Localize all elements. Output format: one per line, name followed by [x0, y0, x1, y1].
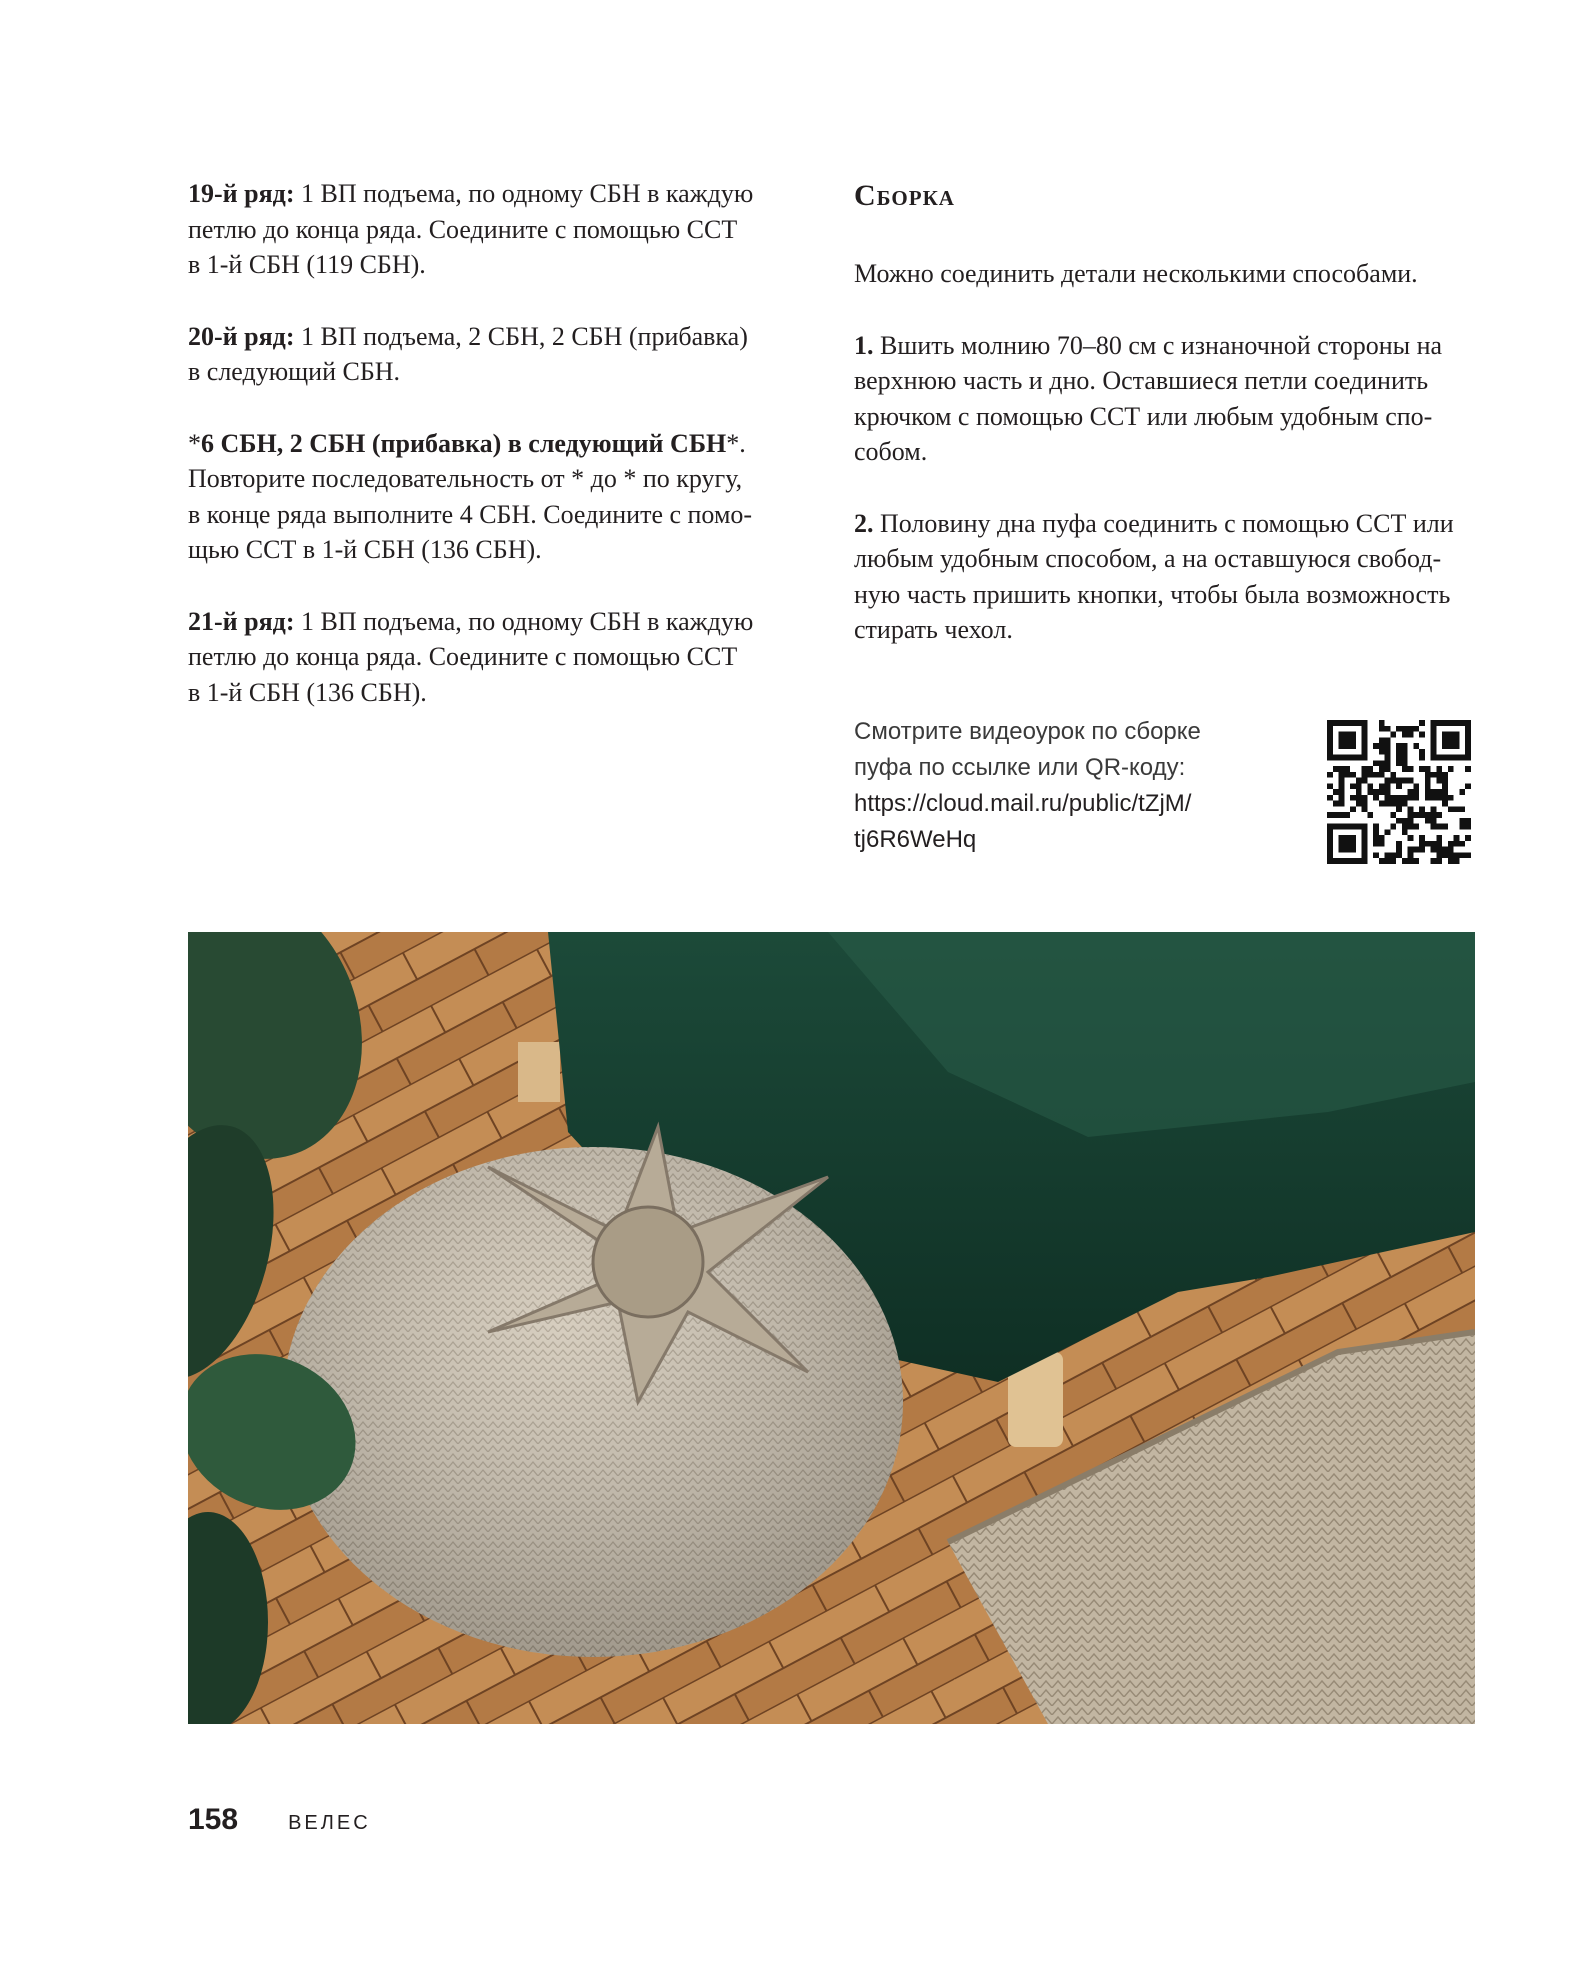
method-2-paragraph [854, 506, 1474, 648]
qr-code[interactable] [1327, 720, 1471, 864]
method-2-line-2: любым удобным способом, а на оставшуюся свобод- [854, 544, 1442, 573]
row-19-line-1: 1 ВП подъема, по одному СБН в каждую [294, 179, 754, 208]
method-1-line-3: крючком с помощью ССТ или любым удобным спо- [854, 401, 1433, 431]
section-heading: Сборка [854, 179, 955, 212]
method-2-line-1: Половину дна пуфа соединить с помощью ССТ или [873, 508, 1454, 538]
video-note-line-2: пуфа по ссылке или QR-коду: [854, 754, 1186, 781]
row-19-label: 19-й ряд: [188, 179, 295, 208]
left-column [188, 176, 808, 746]
row-20-line-2: в следующий СБН. [188, 357, 401, 386]
publisher-name: ВЕЛЕС [288, 1812, 371, 1834]
row-20-paragraph [188, 319, 808, 390]
method-2-line-3: ную часть пришить кнопки, чтобы была возможность [854, 579, 1451, 609]
method-1-paragraph [854, 328, 1474, 470]
row-21-line-3: в 1-й СБН (136 СБН). [188, 677, 427, 707]
pouf-photo [188, 932, 1475, 1724]
repeat-line-2: в конце ряда выполните 4 СБН. Соедините с помо- [188, 499, 753, 529]
row-21-line-1: 1 ВП подъема, по одному СБН в каждую [294, 606, 754, 636]
intro-line: Можно соединить детали несколькими способами. [854, 259, 1418, 288]
method-1-number: 1. [854, 330, 874, 360]
method-2-line-4: стирать чехол. [854, 615, 1013, 644]
repeat-star-open: * [188, 428, 201, 458]
page-number: 158 [188, 1803, 239, 1836]
row-19-line-2: петлю до конца ряда. Соедините с помощью ССТ [188, 214, 738, 244]
video-url-line-1[interactable]: https://cloud.mail.ru/public/tZjM/ [854, 790, 1192, 817]
row-21-label: 21-й ряд: [188, 606, 295, 636]
method-1-line-2: верхнюю часть и дно. Оставшиеся петли соединить [854, 366, 1429, 395]
intro-paragraph [854, 256, 1474, 292]
method-1-line-1: Вшить молнию 70–80 см с изнаночной стороны на [873, 330, 1443, 360]
video-url-line-2[interactable]: tj6R6WeHq [854, 826, 977, 853]
right-column [854, 176, 1474, 684]
video-lesson-note [854, 714, 1294, 858]
row-20-label: 20-й ряд: [188, 321, 295, 351]
repeat-paragraph [188, 426, 808, 568]
method-2-number: 2. [854, 508, 874, 538]
row-20-line-1: 1 ВП подъема, 2 СБН, 2 СБН (прибавка) [294, 321, 748, 351]
video-note-line-1: Смотрите видеоурок по сборке [854, 718, 1201, 745]
row-21-line-2: петлю до конца ряда. Соедините с помощью ССТ [188, 642, 738, 671]
row-19-paragraph [188, 176, 808, 283]
page-footer [188, 1803, 371, 1837]
repeat-line-1: Повторите последовательность от * до * по кругу, [188, 464, 743, 493]
method-1-line-4: собом. [854, 437, 928, 466]
repeat-line-3: щью ССТ в 1-й СБН (136 СБН). [188, 535, 542, 564]
row-21-paragraph [188, 604, 808, 711]
repeat-sequence: 6 СБН, 2 СБН (прибавка) в следующий СБН [201, 428, 727, 458]
repeat-star-close: *. [726, 428, 746, 458]
row-19-line-3: в 1-й СБН (119 СБН). [188, 250, 426, 279]
